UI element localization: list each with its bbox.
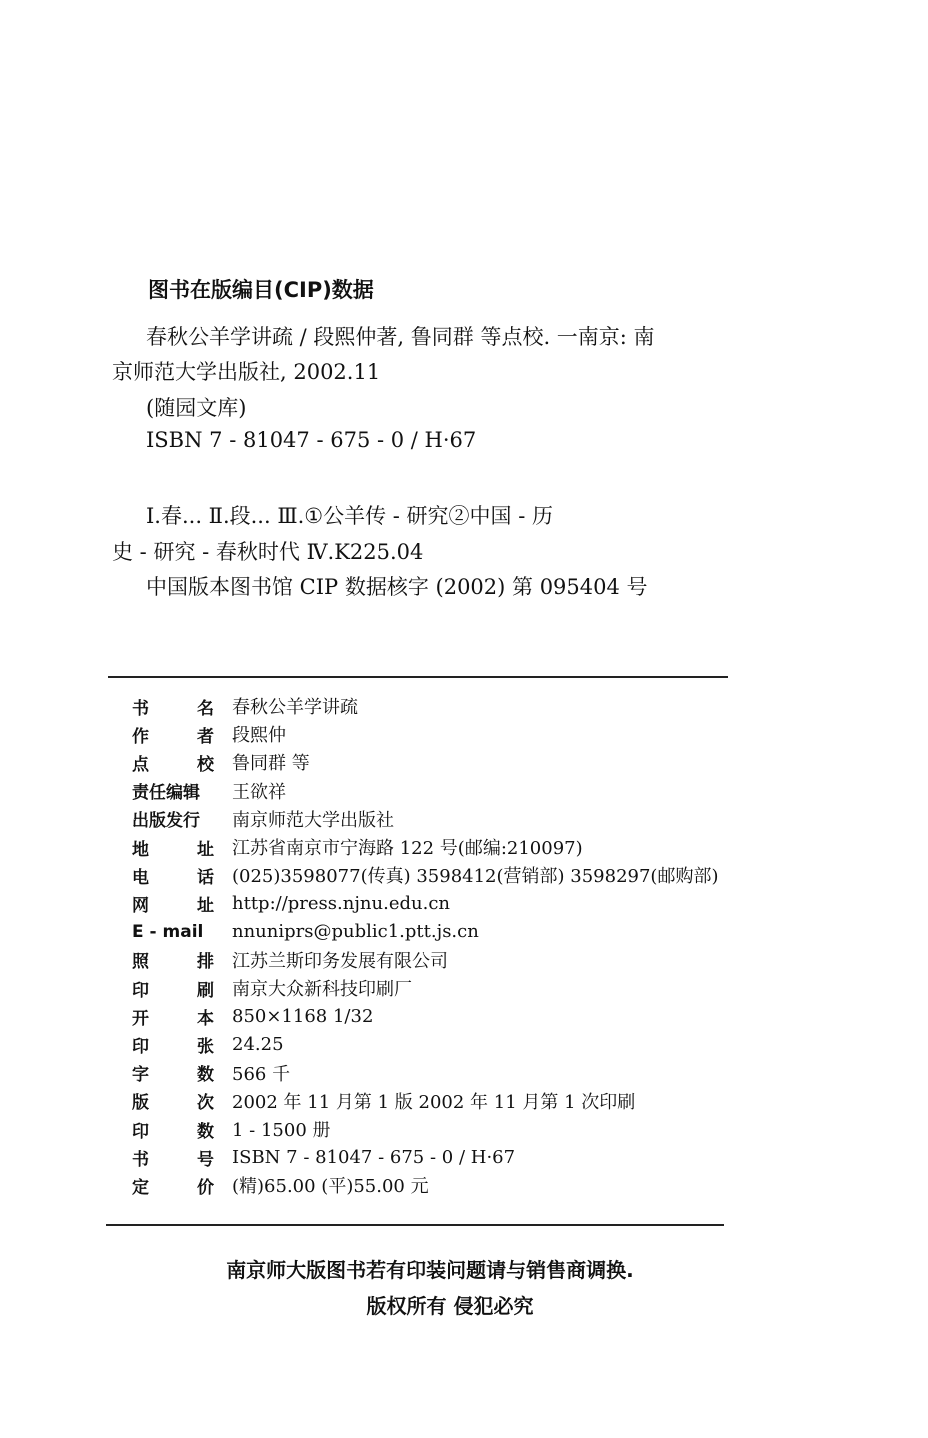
colophon-row (132, 692, 772, 720)
colophon-label-char: 照 (132, 952, 149, 973)
colophon-row (132, 861, 772, 889)
colophon-label-char: 者 (197, 726, 214, 747)
colophon-value: 江苏兰斯印务发展有限公司 (232, 950, 448, 972)
colophon-label-char: 刷 (197, 980, 214, 1001)
cip-line-7: 中国版本图书馆 CIP 数据核字 (2002) 第 095404 号 (146, 575, 648, 599)
colophon-label-char: 开 (132, 1008, 149, 1029)
colophon-row (132, 1087, 772, 1115)
colophon-value: 850×1168 1/32 (232, 1005, 374, 1027)
colophon-label-char: 点 (132, 754, 149, 775)
colophon-value: 24.25 (232, 1033, 284, 1055)
notice-line-2: 版权所有 侵犯必究 (366, 1294, 534, 1318)
colophon-value: 春秋公羊学讲疏 (232, 697, 358, 718)
colophon-label (132, 694, 230, 719)
cip-line-6: 史 - 研究 - 春秋时代 Ⅳ.K225.04 (112, 540, 424, 564)
bottom-divider (106, 1224, 724, 1226)
cip-line-5: Ⅰ.春... Ⅱ.段... Ⅲ.①公羊传 - 研究②中国 - 历 (146, 504, 553, 528)
colophon-label (132, 1145, 230, 1170)
colophon-label (132, 1060, 230, 1085)
colophon-label-char: 定 (132, 1177, 149, 1198)
colophon-value: 2002 年 11 月第 1 版 2002 年 11 月第 1 次印刷 (232, 1091, 636, 1113)
colophon-label-char: 址 (197, 839, 214, 860)
colophon-value: 1 - 1500 册 (232, 1120, 331, 1141)
colophon-value: 王欲祥 (232, 781, 286, 803)
colophon-row (132, 1115, 772, 1143)
colophon-row (132, 1143, 772, 1171)
colophon-label-char: 版 (132, 1093, 149, 1114)
colophon-value: 566 千 (232, 1063, 291, 1085)
colophon-label: 责任编辑 (132, 783, 200, 804)
colophon-value: ISBN 7 - 81047 - 675 - 0 / H·67 (232, 1146, 516, 1168)
colophon-row (132, 1002, 772, 1030)
colophon-label-char: 网 (132, 895, 149, 916)
colophon-label (132, 863, 230, 888)
colophon-label-char: 号 (197, 1149, 214, 1170)
notice-line-1: 南京师大版图书若有印装问题请与销售商调换. (226, 1258, 634, 1282)
colophon-value: (025)3598077(传真) 3598412(营销部) 3598297(邮购部) (232, 866, 719, 888)
colophon-row (132, 777, 772, 805)
colophon-value: 鲁同群 等 (232, 753, 310, 775)
colophon-label: 出版发行 (132, 811, 200, 832)
colophon-label: E - mail (132, 921, 204, 942)
colophon-label-char: 作 (132, 726, 149, 747)
colophon-label-char: 次 (197, 1093, 214, 1114)
colophon-label-char: 话 (197, 867, 214, 888)
colophon-row (132, 889, 772, 917)
colophon-label-char: 数 (197, 1065, 214, 1086)
colophon-label (132, 1088, 230, 1113)
colophon-label-char: 价 (197, 1177, 214, 1198)
colophon-row (132, 748, 772, 776)
colophon-label-char: 字 (132, 1065, 149, 1086)
colophon-row (132, 1059, 772, 1087)
colophon-value: (精)65.00 (平)55.00 元 (232, 1176, 429, 1198)
colophon-label-char: 印 (132, 1036, 149, 1057)
cip-heading: 图书在版编目(CIP)数据 (148, 278, 374, 302)
colophon-label-char: 名 (197, 698, 214, 719)
cip-line-2: 京师范大学出版社, 2002.11 (112, 360, 381, 384)
colophon-row (132, 805, 772, 833)
colophon-label (132, 750, 230, 775)
cip-line-3: (随园文库) (146, 396, 247, 420)
cip-line-4: ISBN 7 - 81047 - 675 - 0 / H·67 (146, 428, 477, 452)
colophon-value: http://press.njnu.edu.cn (232, 892, 450, 914)
colophon-row (132, 946, 772, 974)
colophon-label-char: 印 (132, 1121, 149, 1142)
colophon-label-char: 址 (197, 895, 214, 916)
colophon-value: 江苏省南京市宁海路 122 号(邮编:210097) (232, 838, 583, 859)
colophon-label (132, 1173, 230, 1198)
colophon-label-char: 电 (132, 867, 149, 888)
colophon-label-char: 校 (197, 754, 214, 775)
colophon-label (132, 976, 230, 1001)
colophon-row (132, 720, 772, 748)
colophon-row (132, 974, 772, 1002)
colophon-row (132, 918, 772, 946)
colophon-label-char: 张 (197, 1036, 214, 1057)
colophon-label (132, 1032, 230, 1057)
colophon-label-char: 数 (197, 1121, 214, 1142)
colophon-row (132, 833, 772, 861)
colophon-label-char: 书 (132, 698, 149, 719)
colophon-label-char: 地 (132, 839, 149, 860)
colophon-label (132, 947, 230, 972)
colophon-label (132, 1117, 230, 1142)
colophon-value: 南京师范大学出版社 (232, 809, 394, 831)
colophon-value: 南京大众新科技印刷厂 (232, 979, 412, 1000)
colophon-row (132, 1030, 772, 1058)
colophon-label-char: 印 (132, 980, 149, 1001)
colophon-label-char: 排 (197, 952, 214, 973)
colophon-label (132, 1004, 230, 1029)
colophon-label (132, 891, 230, 916)
colophon-value: 段熙仲 (232, 725, 286, 747)
cip-line-1: 春秋公羊学讲疏 / 段熙仲著, 鲁同群 等点校. 一南京: 南 (146, 325, 655, 349)
colophon-value: nnuniprs@public1.ptt.js.cn (232, 921, 479, 943)
top-divider (108, 676, 728, 678)
colophon-label-char: 书 (132, 1149, 149, 1170)
colophon-label (132, 722, 230, 747)
colophon-label (132, 835, 230, 860)
colophon-row (132, 1171, 772, 1199)
colophon-label-char: 本 (197, 1008, 214, 1029)
